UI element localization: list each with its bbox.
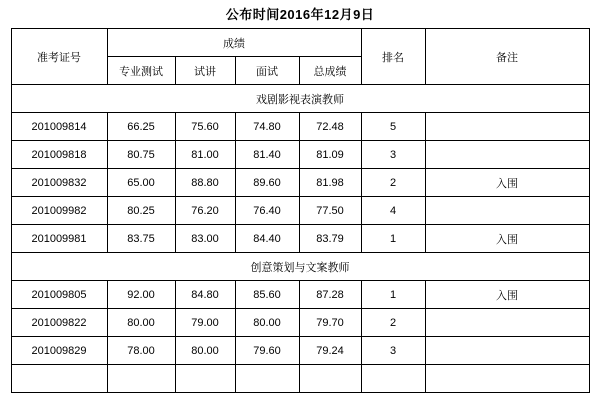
cell-lecture: 79.00 [175,309,235,337]
cell-exam-id: 201009805 [11,281,107,309]
cell-total: 79.24 [299,337,361,365]
cell-rank: 2 [361,169,425,197]
header-interview: 面试 [235,57,299,85]
header-professional-test: 专业测试 [107,57,175,85]
cell-rank: 5 [361,113,425,141]
table-row [11,141,589,169]
group-title: 创意策划与文案教师 [11,253,589,281]
cell-lecture: 80.00 [175,337,235,365]
table-row [11,197,589,225]
header-score-group: 成绩 [107,29,361,57]
table-body [11,85,589,393]
cell-remark [425,337,589,365]
cell-rank: 4 [361,197,425,225]
cell-remark: 入围 [425,169,589,197]
cell-total: 81.09 [299,141,361,169]
cell-lecture: 88.80 [175,169,235,197]
table-head [11,29,589,85]
cell-total [299,365,361,393]
table-row [11,365,589,393]
cell-lecture: 81.00 [175,141,235,169]
table-row [11,225,589,253]
cell-exam-id: 201009832 [11,169,107,197]
group-header-row [11,253,589,281]
cell-interview: 81.40 [235,141,299,169]
table-header-row-1 [11,29,589,57]
cell-rank: 1 [361,281,425,309]
cell-interview: 89.60 [235,169,299,197]
cell-remark [425,365,589,393]
cell-professional: 83.75 [107,225,175,253]
header-rank: 排名 [361,29,425,85]
header-lecture: 试讲 [175,57,235,85]
cell-rank [361,365,425,393]
table-row [11,113,589,141]
table-row [11,337,589,365]
cell-professional: 78.00 [107,337,175,365]
cell-lecture: 76.20 [175,197,235,225]
cell-remark [425,309,589,337]
cell-exam-id: 201009818 [11,141,107,169]
group-header-row [11,85,589,113]
cell-lecture [175,365,235,393]
cell-interview: 84.40 [235,225,299,253]
cell-professional: 80.25 [107,197,175,225]
cell-exam-id: 201009982 [11,197,107,225]
cell-interview: 76.40 [235,197,299,225]
page-title: 公布时间2016年12月9日 [225,7,375,22]
cell-interview: 79.60 [235,337,299,365]
header-remark: 备注 [425,29,589,85]
table-row [11,169,589,197]
cell-remark [425,141,589,169]
cell-lecture: 84.80 [175,281,235,309]
cell-professional: 92.00 [107,281,175,309]
cell-rank: 1 [361,225,425,253]
cell-professional [107,365,175,393]
cell-total: 77.50 [299,197,361,225]
cell-total: 72.48 [299,113,361,141]
cell-interview: 74.80 [235,113,299,141]
table-row [11,281,589,309]
header-exam-id: 准考证号 [11,29,107,85]
cell-total: 87.28 [299,281,361,309]
cell-total: 83.79 [299,225,361,253]
cell-rank: 3 [361,337,425,365]
cell-exam-id: 201009981 [11,225,107,253]
cell-total: 81.98 [299,169,361,197]
cell-remark: 入围 [425,281,589,309]
header-total-score: 总成绩 [299,57,361,85]
cell-professional: 80.75 [107,141,175,169]
cell-remark [425,197,589,225]
cell-exam-id: 201009822 [11,309,107,337]
cell-total: 79.70 [299,309,361,337]
table-row [11,309,589,337]
cell-remark: 入围 [425,225,589,253]
cell-interview: 80.00 [235,309,299,337]
cell-rank: 3 [361,141,425,169]
results-table [11,28,590,393]
cell-remark [425,113,589,141]
group-title: 戏剧影视表演教师 [11,85,589,113]
cell-exam-id: 201009829 [11,337,107,365]
cell-rank: 2 [361,309,425,337]
cell-professional: 80.00 [107,309,175,337]
cell-professional: 66.25 [107,113,175,141]
cell-exam-id [11,365,107,393]
cell-interview: 85.60 [235,281,299,309]
cell-professional: 65.00 [107,169,175,197]
cell-lecture: 75.60 [175,113,235,141]
cell-exam-id: 201009814 [11,113,107,141]
cell-lecture: 83.00 [175,225,235,253]
cell-interview [235,365,299,393]
